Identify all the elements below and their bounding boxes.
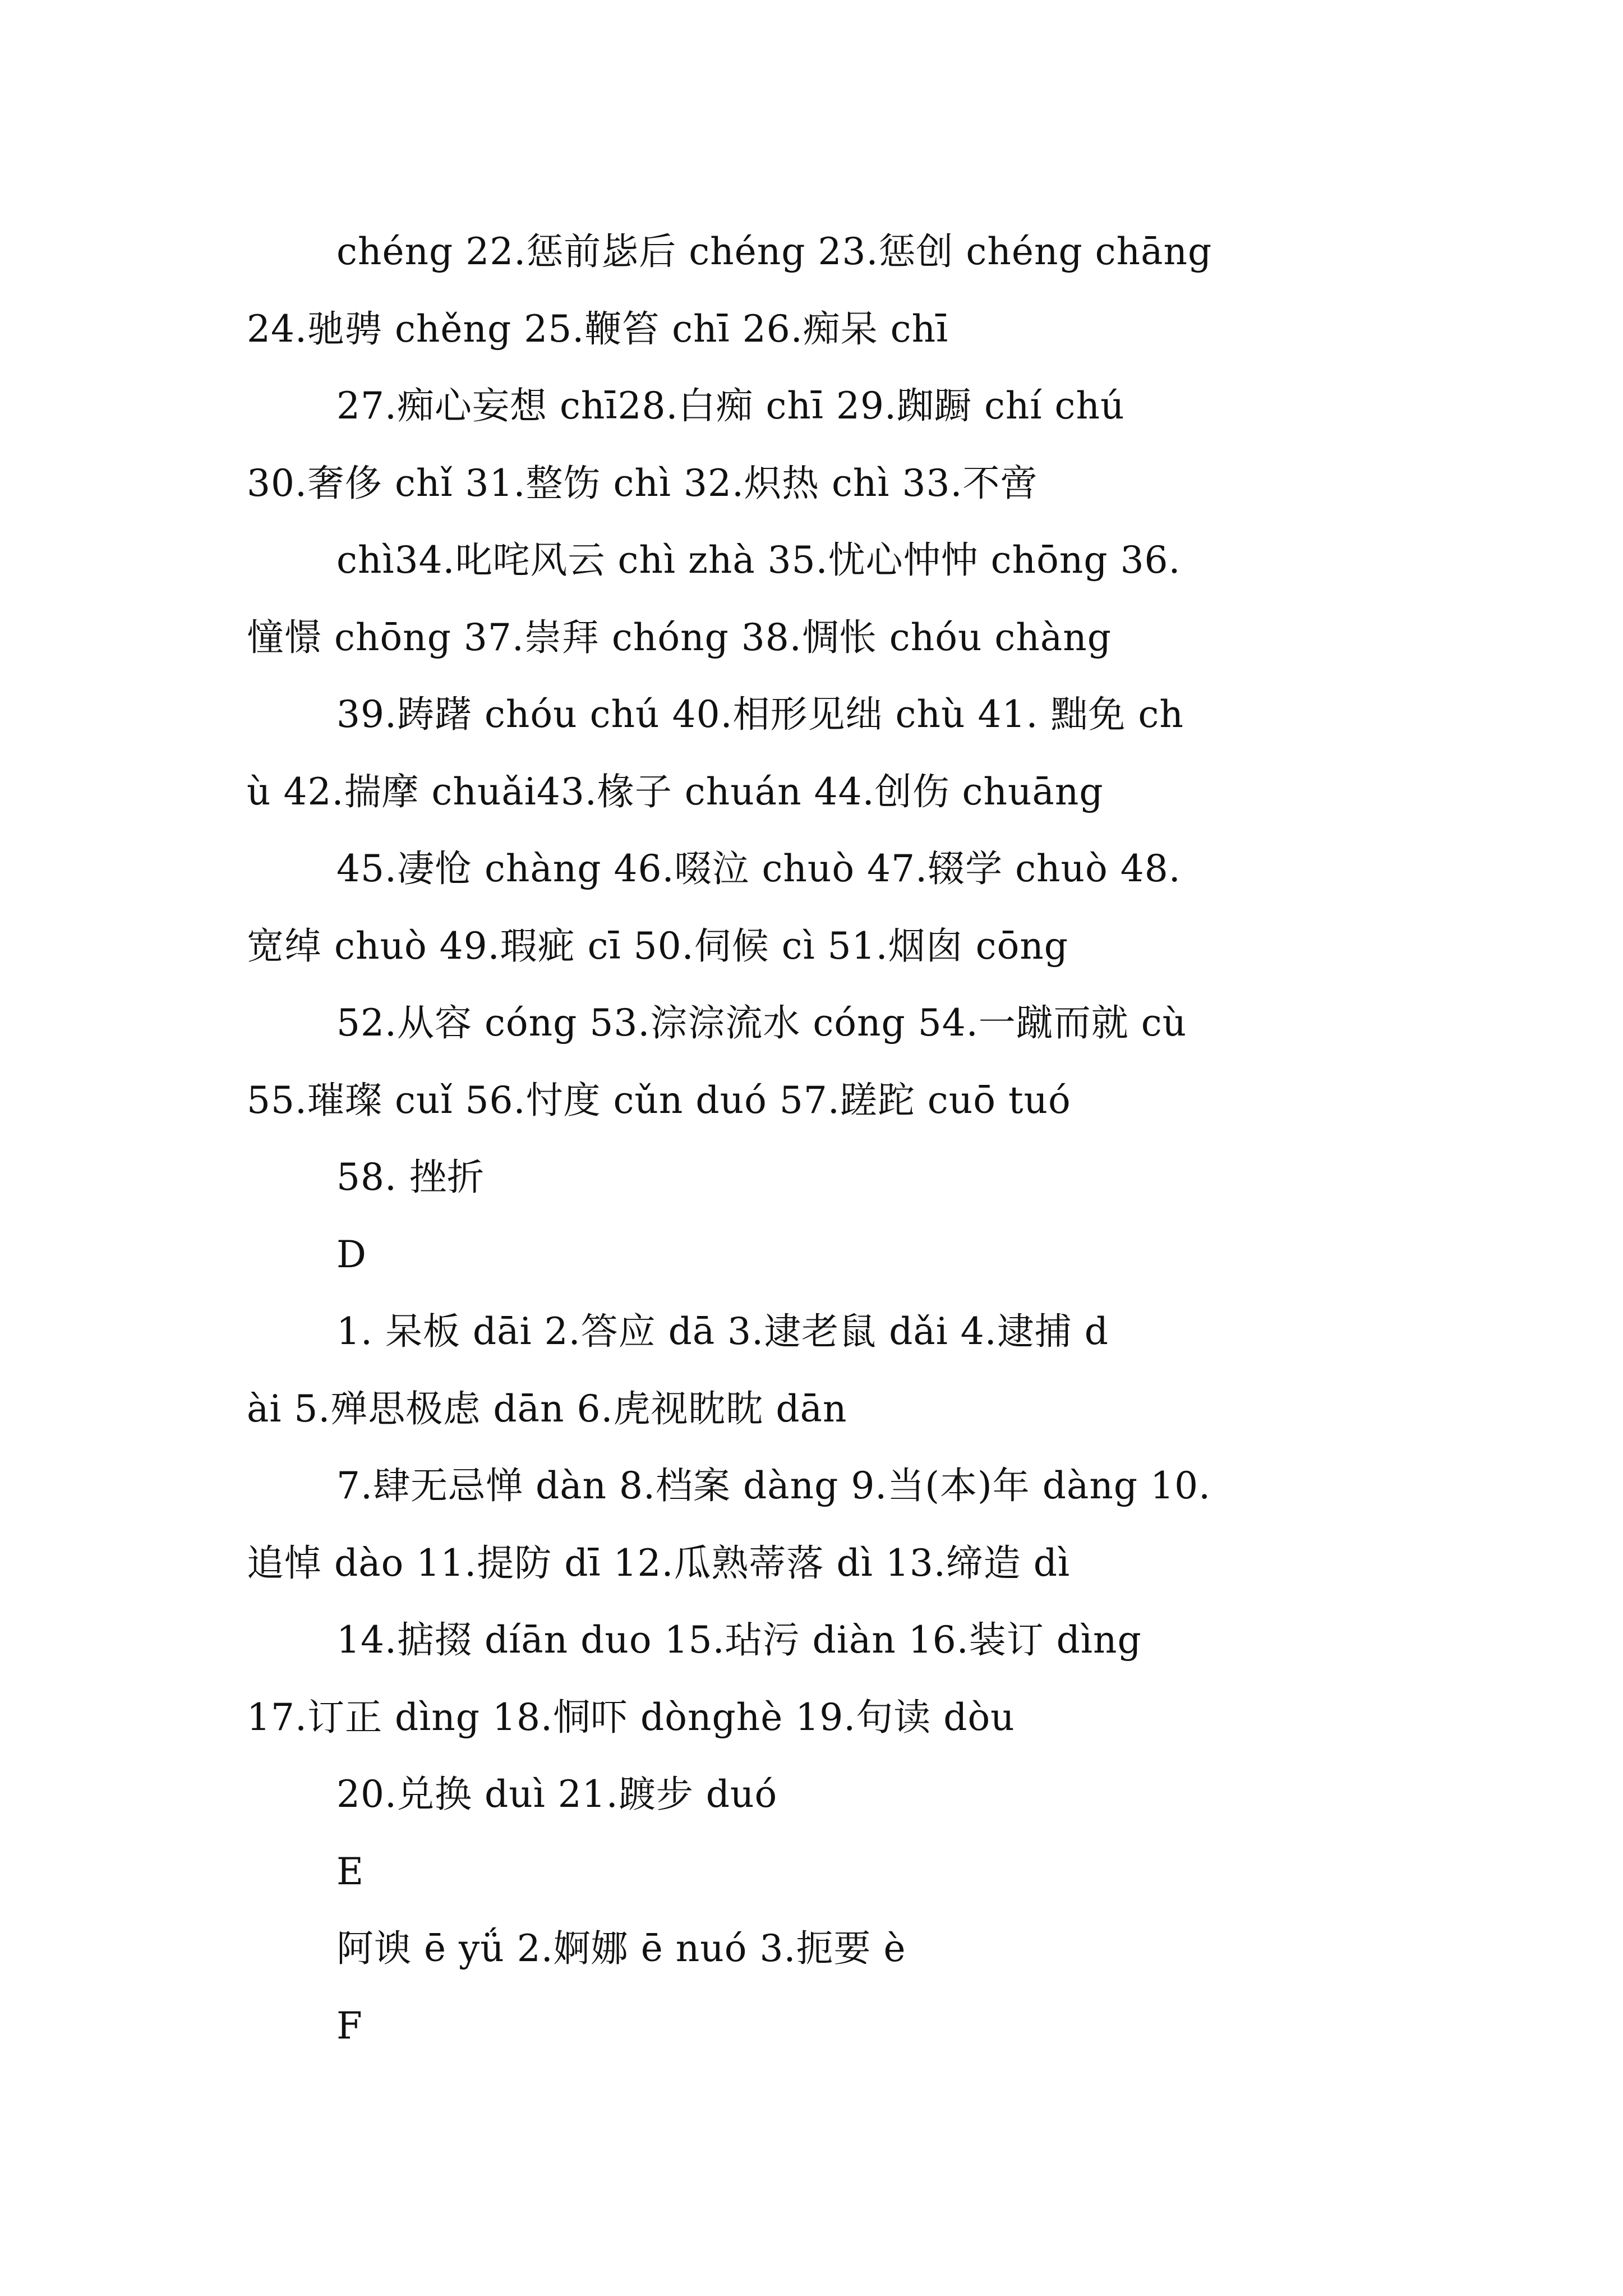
text-line: 14.掂掇 díān duo 15.玷污 diàn 16.装订 dìng xyxy=(336,1618,1142,1662)
text-line: 宽绰 chuò 49.瑕疵 cī 50.伺候 cì 51.烟囱 cōng xyxy=(247,924,1069,968)
text-line: 45.凄怆 chàng 46.啜泣 chuò 47.辍学 chuò 48. xyxy=(336,847,1181,890)
text-line: ù 42.揣摩 chuǎi43.椽子 chuán 44.创伤 chuāng xyxy=(247,770,1104,813)
section-heading-f: F xyxy=(336,2004,363,2047)
text-line: 52.从容 cóng 53.淙淙流水 cóng 54.一蹴而就 cù xyxy=(336,1001,1187,1045)
text-line: 追悼 dào 11.提防 dī 12.瓜熟蒂落 dì 13.缔造 dì xyxy=(247,1541,1071,1585)
text-line: 24.驰骋 chěng 25.鞭笞 chī 26.痴呆 chī xyxy=(247,307,949,351)
text-line: 17.订正 dìng 18.恫吓 dònghè 19.句读 dòu xyxy=(247,1695,1015,1739)
text-line: 憧憬 chōng 37.崇拜 chóng 38.惆怅 chóu chàng xyxy=(247,615,1112,659)
text-line: 58. 挫折 xyxy=(336,1156,485,1199)
text-line: 27.痴心妄想 chī28.白痴 chī 29.踟蹰 chí chú xyxy=(336,384,1125,427)
text-line: 30.奢侈 chǐ 31.整饬 chì 32.炽热 chì 33.不啻 xyxy=(247,461,1038,505)
text-line: 20.兑换 duì 21.踱步 duó xyxy=(336,1773,778,1816)
text-line: chì34.叱咤风云 chì zhà 35.忧心忡忡 chōng 36. xyxy=(336,539,1181,582)
section-heading-e: E xyxy=(336,1849,365,1893)
section-heading-d: D xyxy=(336,1232,367,1276)
text-line: 55.璀璨 cuǐ 56.忖度 cǔn duó 57.蹉跎 cuō tuó xyxy=(247,1078,1071,1122)
document-body xyxy=(247,213,1396,2064)
text-line: 1. 呆板 dāi 2.答应 dā 3.逮老鼠 dǎi 4.逮捕 d xyxy=(336,1310,1109,1353)
text-line: 阿谀 ē yǘ 2.婀娜 ē nuó 3.扼要 è xyxy=(336,1927,906,1970)
text-line: chéng 22.惩前毖后 chéng 23.惩创 chéng chāng xyxy=(336,230,1212,273)
text-line: ài 5.殚思极虑 dān 6.虎视眈眈 dān xyxy=(247,1387,847,1430)
text-line: 7.肆无忌惮 dàn 8.档案 dàng 9.当(本)年 dàng 10. xyxy=(336,1464,1211,1507)
text-line: 39.踌躇 chóu chú 40.相形见绌 chù 41. 黜免 ch xyxy=(336,693,1184,736)
